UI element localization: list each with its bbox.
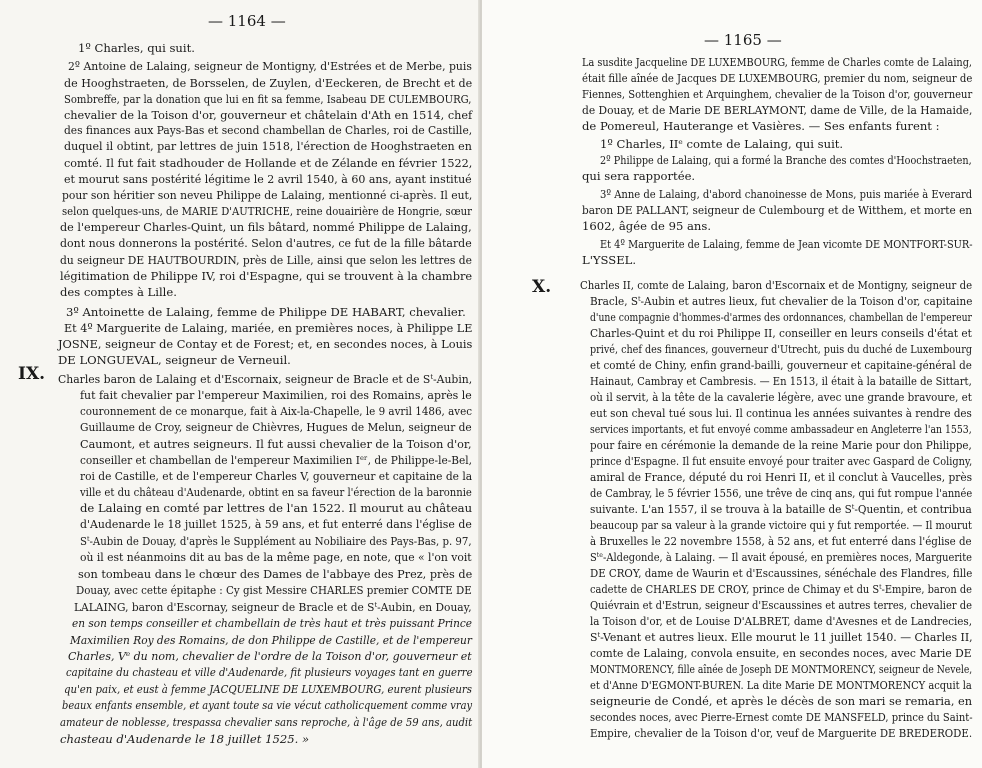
- left-text-line: 1º Charles, qui suit.: [78, 41, 195, 55]
- left-page-number: — 1164 —: [208, 12, 286, 30]
- left-text-line: Douay, avec cette épitaphe : Cy gist Messire CHARLES premier COMTE DE: [76, 583, 472, 597]
- right-text-line: de Douay, et de Marie DE BERLAYMONT, dame de Ville, de la Hamaide,: [582, 103, 973, 117]
- left-text-line: de Lalaing en comté par lettres de l'an 1522. Il mourut au château: [80, 501, 473, 515]
- right-text-line: de Pomereul, Hauterange et Vasières. — Ses enfants furent :: [582, 119, 940, 133]
- right-text-line: Quiévrain et d'Estrun, seigneur d'Escaussines et autres terres, chevalier de: [590, 598, 972, 612]
- right-text-line: DE CROY, dame de Waurin et d'Escaussines, sénéchale des Flandres, fille: [590, 566, 973, 580]
- right-text-line: 2º Philippe de Lalaing, qui a formé la Branche des comtes d'Hoochstraeten,: [600, 153, 972, 167]
- right-text-line: 3º Anne de Lalaing, d'abord chanoinesse de Mons, puis mariée à Everard: [600, 187, 973, 201]
- right-text-line: qui sera rapportée.: [582, 169, 696, 183]
- left-text-line: d'Audenarde le 18 juillet 1525, à 59 ans, et fut enterré dans l'église de: [80, 517, 472, 531]
- left-text-line: chasteau d'Audenarde le 18 juillet 1525. »: [60, 732, 310, 746]
- right-text-line: Bracle, Sᵗ-Aubin et autres lieux, fut chevalier de la Toison d'or, capitaine: [590, 294, 973, 308]
- left-text-line: Et 4º Marguerite de Lalaing, mariée, en premières noces, à Philippe LE: [64, 321, 473, 335]
- right-text-line: eut son cheval tué sous lui. Il continua les années suivantes à rendre des: [590, 406, 972, 420]
- left-text-line: selon quelques-uns, de MARIE D'AUTRICHE, reine douairière de Hongrie, sœur: [62, 204, 472, 218]
- right-text-line: amiral de France, député du roi Henri II, et il conclut à Vaucelles, près: [590, 470, 973, 484]
- left-text-line: couronnement de ce monarque, fait à Aix-la-Chapelle, le 9 avril 1486, avec: [80, 404, 473, 418]
- right-text-line: services importants, et fut envoyé comme ambassadeur en Angleterre l'an 1553,: [590, 422, 972, 436]
- right-text-line: beaucoup par sa valeur à la grande victoire qui y fut remportée. — Il mourut: [590, 518, 972, 532]
- right-text-line: privé, chef des finances, gouverneur d'Utrecht, puis du duché de Luxembourg: [590, 342, 973, 356]
- left-text-line: son tombeau dans le chœur des Dames de l'abbaye des Prez, près de: [78, 567, 473, 581]
- left-text-line: Guillaume de Croy, seigneur de Chièvres, Hugues de Melun, seigneur de: [80, 420, 472, 434]
- left-text-line: 3º Antoinette de Lalaing, femme de Philippe DE HABART, chevalier.: [66, 305, 466, 319]
- left-text-line: des finances aux Pays-Bas et second chambellan de Charles, roi de Castille,: [64, 123, 473, 137]
- left-text-line: chevalier de la Toison d'or, gouverneur et châtelain d'Ath en 1514, chef: [64, 108, 473, 122]
- right-text-line: Fiennes, Sottenghien et Arquinghem, chevalier de la Toison d'or, gouverneur: [582, 87, 973, 101]
- left-text-line: de Hooghstraeten, de Borsselen, de Zuylen, d'Eeckeren, de Brecht et de: [64, 76, 473, 90]
- right-page-number: — 1165 —: [704, 31, 782, 49]
- right-text-line: où il servit, à la tête de la cavalerie légère, avec une grande bravoure, et: [590, 390, 972, 404]
- left-text-line: légitimation de Philippe IV, roi d'Espagne, qui se trouvent à la chambre: [60, 269, 473, 283]
- right-text-line: était fille aînée de Jacques DE LUXEMBOURG, premier du nom, seigneur de: [582, 71, 973, 85]
- left-text-line: ville et du château d'Audenarde, obtint en sa faveur l'érection de la baronnie: [80, 485, 472, 499]
- left-text-line: 2º Antoine de Lalaing, seigneur de Montigny, d'Estrées et de Merbe, puis: [68, 59, 472, 73]
- right-text-line: et comté de Chiny, enfin grand-bailli, gouverneur et capitaine-général de: [590, 358, 972, 372]
- left-text-line: DE LONGUEVAL, seigneur de Verneuil.: [58, 353, 291, 367]
- right-text-line: seigneurie de Condé, et après le décès de son mari se remaria, en: [590, 694, 973, 708]
- right-text-line: pour faire en cérémonie la demande de la reine Marie pour don Philippe,: [590, 438, 972, 452]
- left-text-line: Charles, Vᵉ du nom, chevalier de l'ordre de la Toison d'or, gouverneur et: [68, 649, 472, 663]
- left-text-line: Sombreffe, par la donation que lui en fit sa femme, Isabeau DE CULEMBOURG,: [64, 92, 472, 106]
- right-text-line: secondes noces, avec Pierre-Ernest comte DE MANSFELD, prince du Saint-: [590, 710, 973, 724]
- left-text-line: Charles baron de Lalaing et d'Escornaix, seigneur de Bracle et de Sᵗ-Aubin,: [58, 372, 473, 386]
- right-text-line: cadette de CHARLES DE CROY, prince de Chimay et du Sᵗ-Empire, baron de: [590, 582, 973, 596]
- left-text-line: qu'en paix, et eust à femme JACQUELINE DE LUXEMBOURG, eurent plusieurs: [64, 682, 472, 696]
- right-text-line: 1602, âgée de 95 ans.: [582, 219, 712, 233]
- right-text-line: Empire, chevalier de la Toison d'or, veuf de Marguerite DE BREDERODE.: [590, 726, 973, 740]
- right-text-line: Sᵗ-Venant et autres lieux. Elle mourut le 11 juillet 1540. — Charles II,: [590, 630, 973, 644]
- section-mark-x: X.: [532, 277, 552, 297]
- left-text-line: fut fait chevalier par l'empereur Maximilien, roi des Romains, après le: [80, 388, 472, 402]
- left-text-line: et mourut sans postérité légitime le 2 avril 1540, à 60 ans, ayant institué: [64, 172, 472, 186]
- right-text-line: L'YSSEL.: [582, 253, 637, 267]
- left-page: [0, 0, 482, 768]
- right-text-line: prince d'Espagne. Il fut ensuite envoyé pour traiter avec Gaspard de Coligny,: [590, 454, 973, 468]
- left-text-line: conseiller et chambellan de l'empereur Maximilien Iᵉʳ, de Philippe-le-Bel,: [80, 453, 472, 467]
- right-page: [482, 0, 982, 768]
- left-text-line: roi de Castille, et de l'empereur Charles V, gouverneur et capitaine de la: [80, 469, 473, 483]
- right-text-line: et d'Anne D'EGMONT-BUREN. La dite Marie DE MONTMORENCY acquit la: [590, 678, 972, 692]
- left-text-line: capitaine du chasteau et ville d'Audenarde, fit plusieurs voyages tant en guerre: [66, 665, 473, 679]
- left-text-line: où il est néanmoins dit au bas de la même page, en note, que « l'on voit: [80, 550, 472, 564]
- right-text-line: 1º Charles, IIᵉ comte de Lalaing, qui suit.: [600, 137, 844, 151]
- left-text-line: du seigneur DE HAUTBOURDIN, près de Lille, ainsi que selon les lettres de: [60, 253, 472, 267]
- left-text-line: amateur de noblesse, trespassa chevalier sans reproche, à l'âge de 59 ans, audit: [60, 715, 473, 729]
- left-text-line: dont nous donnerons la postérité. Selon d'autres, ce fut de la fille bâtarde: [60, 236, 472, 250]
- right-text-line: à Bruxelles le 22 novembre 1558, à 52 ans, et fut enterré dans l'église de: [590, 534, 972, 548]
- section-mark-ix: IX.: [18, 364, 46, 384]
- left-text-line: des comptes à Lille.: [60, 285, 177, 299]
- right-text-line: de Cambray, le 5 février 1556, une trêve de cinq ans, qui fut rompue l'année: [590, 486, 973, 500]
- right-text-line: la Toison d'or, et de Louise D'ALBRET, dame d'Avesnes et de Landrecies,: [590, 614, 973, 628]
- right-text-line: La susdite Jacqueline DE LUXEMBOURG, femme de Charles comte de Lalaing,: [582, 55, 973, 69]
- left-text-line: beaux enfants ensemble, et ayant toute sa vie vécut catholicquement comme vray: [62, 698, 473, 712]
- right-text-line: Et 4º Marguerite de Lalaing, femme de Jean vicomte DE MONTFORT-SUR-: [600, 237, 973, 251]
- left-text-line: comté. Il fut fait stadhouder de Hollande et de Zélande en février 1522,: [64, 156, 473, 170]
- left-text-line: en son temps conseiller et chambellain de très haut et très puissant Prince: [72, 616, 473, 630]
- right-text-line: Charles II, comte de Lalaing, baron d'Escornaix et de Montigny, seigneur de: [580, 278, 973, 292]
- right-text-line: comte de Lalaing, convola ensuite, en secondes noces, avec Marie DE: [590, 646, 972, 660]
- left-text-line: JOSNE, seigneur de Contay et de Forest; et, en secondes noces, à Louis: [58, 337, 473, 351]
- right-text-line: Sᵗᵉ-Aldegonde, à Lalaing. — Il avait épousé, en premières noces, Marguerite: [590, 550, 973, 564]
- left-text-line: pour son héritier son neveu Philippe de Lalaing, mentionné ci-après. Il eut,: [62, 188, 473, 202]
- right-text-line: Hainaut, Cambray et Cambresis. — En 1513, il était à la bataille de Sittart,: [590, 374, 972, 388]
- left-text-line: duquel il obtint, par lettres de juin 1518, l'érection de Hooghstraeten en: [64, 139, 472, 153]
- left-text-line: LALAING, baron d'Escornay, seigneur de Bracle et de Sᵗ-Aubin, en Douay,: [74, 600, 472, 614]
- left-text-line: de l'empereur Charles-Quint, un fils bâtard, nommé Philippe de Lalaing,: [60, 220, 472, 234]
- left-text-line: Caumont, et autres seigneurs. Il fut aussi chevalier de la Toison d'or,: [80, 437, 472, 451]
- right-text-line: MONTMORENCY, fille aînée de Joseph DE MONTMORENCY, seigneur de Nevele,: [590, 662, 973, 676]
- right-text-line: baron DE PALLANT, seigneur de Culembourg et de Witthem, et morte en: [582, 203, 973, 217]
- left-text-line: Sᵗ-Aubin de Douay, d'après le Supplément au Nobiliaire des Pays-Bas, p. 97,: [80, 534, 472, 548]
- right-text-line: Charles-Quint et du roi Philippe II, conseiller en leurs conseils d'état et: [590, 326, 972, 340]
- left-text-line: Maximilien Roy des Romains, de don Philippe de Castille, et de l'empereur: [70, 633, 472, 647]
- right-text-line: d'une compagnie d'hommes-d'armes des ordonnances, chambellan de l'empereur: [590, 310, 972, 324]
- right-text-line: suivante. L'an 1557, il se trouva à la bataille de Sᵗ-Quentin, et contribua: [590, 502, 972, 516]
